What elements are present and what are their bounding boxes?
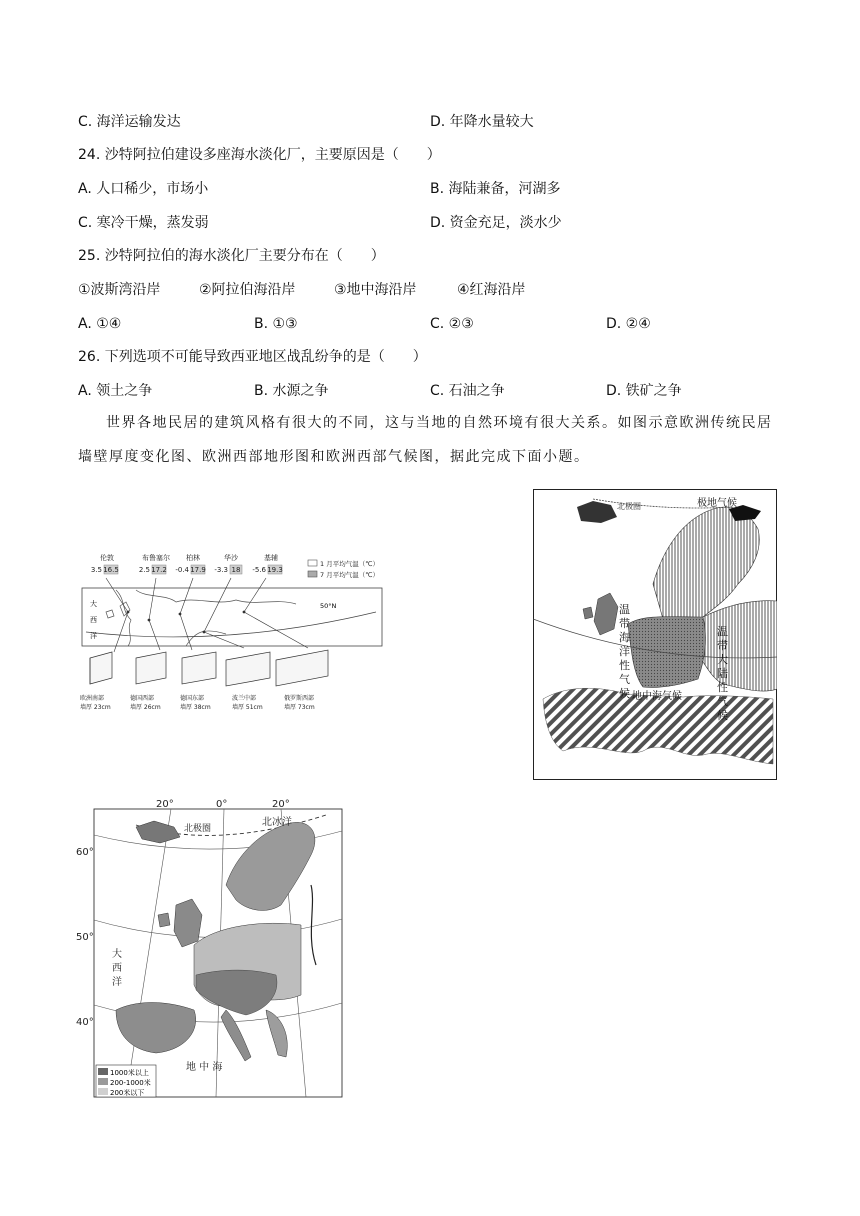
med-sea-label: 地 中 海 xyxy=(186,1062,223,1073)
svg-text:大: 大 xyxy=(717,653,728,666)
svg-text:带: 带 xyxy=(619,617,630,630)
terrain-legend-1: 1000米以上 xyxy=(110,1069,149,1077)
q24-option-b: B. 海陆兼备，河湖多 xyxy=(430,181,561,197)
wall-label-4b: 墙厚 51cm xyxy=(232,704,263,711)
q25-item-4: ④红海沿岸 xyxy=(457,282,526,298)
q25-item-2: ②阿拉伯海沿岸 xyxy=(199,282,296,298)
city-name-london: 伦敦 xyxy=(100,554,114,562)
svg-text:洋: 洋 xyxy=(619,645,630,658)
city-jul-brussels: 17.2 xyxy=(151,566,167,574)
svg-text:西: 西 xyxy=(112,963,122,974)
lon-label-2: 0° xyxy=(216,799,228,810)
wall-label-2b: 墙厚 26cm xyxy=(130,704,161,711)
lat-label-1: 60° xyxy=(76,847,94,858)
svg-text:性: 性 xyxy=(619,659,630,672)
mediterranean-label: 地中海气候 xyxy=(632,691,682,702)
city-name-brussels: 布鲁塞尔 xyxy=(142,554,170,562)
svg-text:温: 温 xyxy=(619,603,630,616)
sea-label-1: 大 xyxy=(90,600,97,608)
terrain-legend-2: 200-1000米 xyxy=(110,1079,151,1087)
q23-option-c: C. 海洋运输发达 xyxy=(78,114,181,130)
city-name-warsaw: 华沙 xyxy=(224,554,238,562)
svg-text:温: 温 xyxy=(717,625,728,638)
material-intro: 世界各地民居的建筑风格有很大的不同，这与当地的自然环境有很大关系。如图示意欧洲传统民居墙壁厚度变化图、欧洲西部地形图和欧洲西部气候图，据此完成下面小题。 xyxy=(78,415,773,465)
wall-thickness-figure xyxy=(76,550,396,720)
svg-text:候: 候 xyxy=(619,687,630,700)
svg-text:陆: 陆 xyxy=(717,667,728,680)
sea-label-2: 西 xyxy=(90,616,97,624)
q25-option-b: B. ①③ xyxy=(254,316,298,332)
polar-climate-label: 极地气候 xyxy=(697,498,737,509)
city-jan-kyiv: -5.6 xyxy=(252,566,266,574)
lat-label: 50°N xyxy=(320,602,337,610)
continental-label xyxy=(717,625,728,722)
terrain-arctic-circle: 北极圈 xyxy=(184,824,212,834)
svg-text:洋: 洋 xyxy=(112,977,122,988)
q25-option-d: D. ②④ xyxy=(606,316,651,332)
lat-label-2: 50° xyxy=(76,932,94,943)
sea-label-3: 洋 xyxy=(90,632,97,640)
q24-option-c: C. 寒冷干燥，蒸发弱 xyxy=(78,215,209,231)
wall-label-3a: 德国东部 xyxy=(180,695,205,702)
city-jul-london: 16.5 xyxy=(103,566,119,574)
q26-option-c: C. 石油之争 xyxy=(430,383,505,399)
q25-stem: 25. 沙特阿拉伯的海水淡化厂主要分布在（ ） xyxy=(78,248,385,264)
svg-text:候: 候 xyxy=(717,709,728,722)
wall-label-2a: 德国西部 xyxy=(130,695,155,702)
q26-option-b: B. 水源之争 xyxy=(254,383,329,399)
atlantic-label xyxy=(112,947,122,988)
city-jan-warsaw: -3.3 xyxy=(214,566,228,574)
wall-label-1a: 欧洲南部 xyxy=(80,695,105,702)
legend-jan: 1 月平均气温（℃） xyxy=(320,560,380,568)
q26-stem: 26. 下列选项不可能导致西亚地区战乱纷争的是（ ） xyxy=(78,349,427,365)
city-name-berlin: 柏林 xyxy=(186,554,200,562)
wall-label-3b: 墙厚 38cm xyxy=(180,704,211,711)
climate-map xyxy=(533,489,777,780)
svg-text:海: 海 xyxy=(619,631,630,644)
wall-label-5a: 俄罗斯西部 xyxy=(284,695,315,702)
q24-option-a: A. 人口稀少，市场小 xyxy=(78,181,209,197)
legend-jul: 7 月平均气温（℃） xyxy=(320,571,380,579)
city-jan-berlin: -0.4 xyxy=(175,566,189,574)
city-jul-berlin: 17.9 xyxy=(190,566,206,574)
svg-text:大: 大 xyxy=(112,949,122,960)
maritime-label xyxy=(619,603,630,700)
city-jul-kyiv: 19.3 xyxy=(267,566,283,574)
lon-label-1: 20° xyxy=(156,799,174,810)
lat-label-3: 40° xyxy=(76,1017,94,1028)
city-jul-warsaw: 18 xyxy=(231,566,241,574)
q26-option-d: D. 铁矿之争 xyxy=(606,383,682,399)
terrain-legend-3: 200米以下 xyxy=(110,1089,145,1097)
q25-option-a: A. ①④ xyxy=(78,316,122,332)
svg-text:气: 气 xyxy=(717,695,728,708)
terrain-map xyxy=(76,795,348,1100)
city-jan-brussels: 2.5 xyxy=(138,566,150,574)
svg-text:带: 带 xyxy=(717,639,728,652)
q24-option-d: D. 资金充足，淡水少 xyxy=(430,215,562,231)
q24-stem: 24. 沙特阿拉伯建设多座海水淡化厂，主要原因是（ ） xyxy=(78,147,441,163)
climate-arctic-circle: 北极圈 xyxy=(617,502,641,511)
q25-item-1: ①波斯湾沿岸 xyxy=(78,282,161,298)
lon-label-3: 20° xyxy=(272,799,290,810)
wall-label-1b: 墙厚 23cm xyxy=(80,704,111,711)
q25-option-c: C. ②③ xyxy=(430,316,474,332)
wall-label-4a: 波兰中部 xyxy=(232,695,257,702)
svg-text:气: 气 xyxy=(619,673,630,686)
svg-text:性: 性 xyxy=(717,681,728,694)
wall-label-5b: 墙厚 73cm xyxy=(284,704,315,711)
q26-option-a: A. 领土之争 xyxy=(78,383,153,399)
city-jan-london: 3.5 xyxy=(90,566,102,574)
q23-option-d: D. 年降水量较大 xyxy=(430,114,534,130)
arctic-ocean-label: 北冰洋 xyxy=(262,817,292,828)
q25-item-3: ③地中海沿岸 xyxy=(334,282,417,298)
city-name-kyiv: 基辅 xyxy=(264,554,278,562)
